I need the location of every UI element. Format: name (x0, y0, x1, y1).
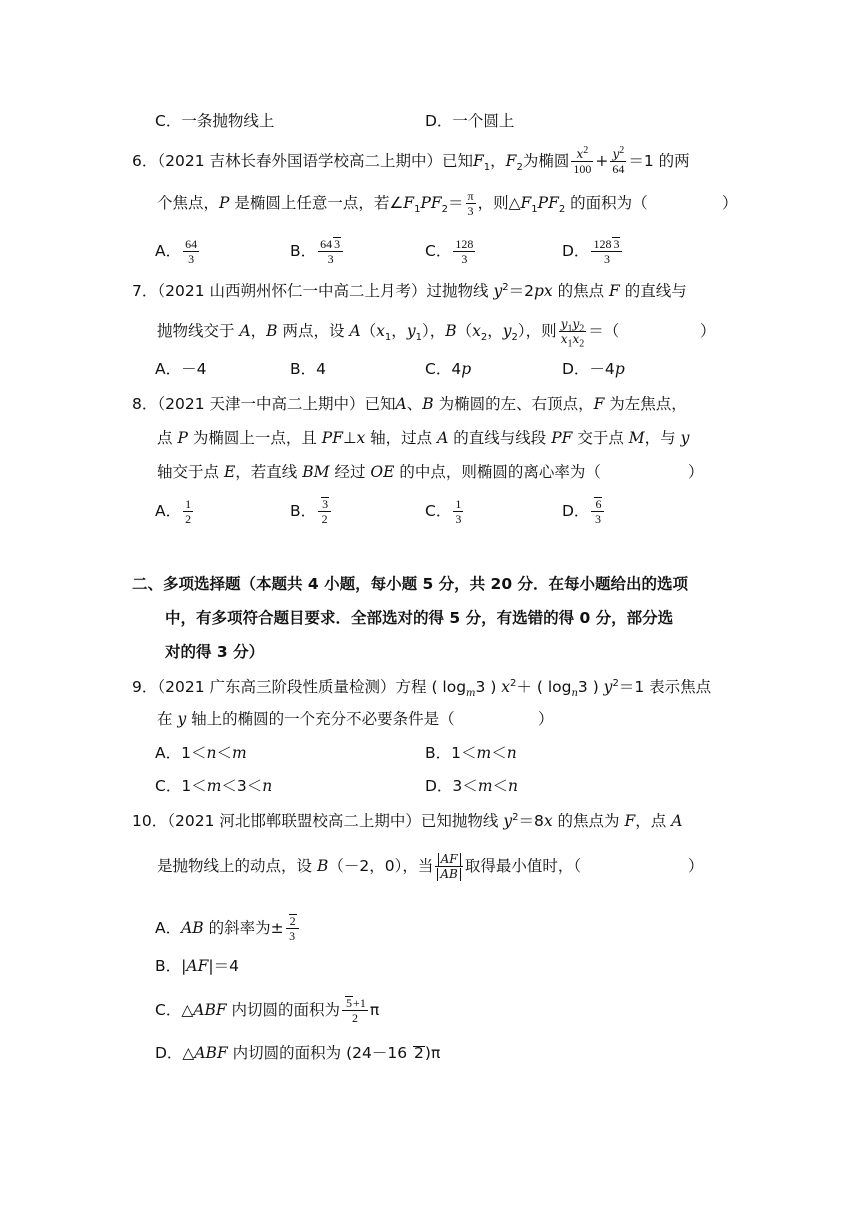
q6-source: （2021 吉林长春外国语学校高二上期中） (157, 152, 442, 170)
q6-option-b: B． $\frac{64 3}{3}$ (290, 234, 345, 268)
q9-close-paren: ） (538, 710, 554, 728)
q5-option-d: D．一个圆上 (425, 112, 515, 130)
section-2-heading-line-2: 中，有多项符合题目要求．全部选对的得 5 分，有选错的得 0 分，部分选 (165, 609, 674, 627)
q9-source: （2021 广东高三阶段性质量检测） (157, 678, 396, 696)
q10-option-a: A．AB 的斜率为± $\frac{2}{3}$ (155, 910, 301, 946)
question-8-line-3: 轴交于点 E，若直线 BM 经过 OE 的中点，则椭圆的离心率为（ (157, 463, 601, 481)
q8-option-c: C． $\frac{1}{3}$ (425, 497, 462, 526)
q7-close-paren: ） (700, 322, 716, 340)
question-7-line-2: 抛物线交于 A，B 两点，设 $A(x_1$，$y_1$），$B(x_2$，$y_2$），则 $\frac{y_1y_2}{x_1x_2}$ ＝（ (157, 317, 620, 350)
fraction-pi-3: $\frac{\pi}{3}$ (467, 189, 474, 218)
fraction-y2-64: $\frac{y^2}{64}$ (612, 145, 625, 176)
q9-number: 9． (132, 678, 158, 696)
q8-number: 8． (132, 395, 158, 413)
q7-option-d: D．－4p (562, 360, 625, 378)
fraction-x2-100: $\frac{x^2}{100}$ (573, 145, 592, 176)
question-8-line-1: 8．（2021 天津一中高二上期中）已知A、B 为椭圆的左、右顶点，F 为左焦点， (132, 395, 687, 413)
question-6-line-2: 个焦点，P 是椭圆上任意一点，若$\angle F_1PF_2=$ $\frac{\pi}{3}$ ，则$\triangle F_1PF_2$ 的面积为（ (157, 189, 648, 218)
question-10-line-2: 是抛物线上的动点，设 B（－2，0），当 $\frac{AF}{AB}$ 取得最小值时，（ (157, 852, 582, 881)
q8-option-d: D． $\frac{6}{3}$ (562, 494, 606, 528)
q7-number: 7． (132, 282, 158, 300)
q10-option-b: B．|AF|＝4 (155, 957, 239, 975)
fraction-abs-af-ab: $\frac{AF}{AB}$ (435, 852, 462, 881)
q7-option-b: B．4 (290, 360, 326, 378)
q10-source: （2021 河北邯郸联盟校高二上期中） (167, 812, 421, 830)
q9-option-b: B．1＜m＜n (425, 744, 517, 762)
q10-close-paren: ） (688, 857, 704, 875)
q9-option-c: C．1＜m＜3＜n (155, 777, 273, 795)
q8-option-a: A． $\frac{1}{2}$ (155, 497, 192, 526)
q9-option-d: D．3＜m＜n (425, 777, 519, 795)
q6-close-paren: ） (722, 194, 738, 212)
question-9-line-2: 在 y 轴上的椭圆的一个充分不必要条件是（ (157, 710, 455, 728)
q6-option-c: C． $\frac{128}{3}$ (425, 237, 474, 266)
question-10-line-1: 10．（2021 河北邯郸联盟校高二上期中）已知抛物线 $y^2=8x$ 的焦点为 F，点 A (132, 811, 683, 830)
q10-option-d: D．△ABF 内切圆的面积为 (24－16 2)π (155, 1044, 441, 1062)
q6-option-d: D． $\frac{128 3}{3}$ (562, 234, 624, 268)
section-2-heading-line-3: 对的得 3 分） (165, 643, 265, 661)
q5-option-c: C．一条抛物线上 (155, 112, 275, 130)
q10-option-c: C．△ABF 内切圆的面积为 $\frac{5+1}{2}$ π (155, 996, 380, 1025)
question-6-line-1: 6．（2021 吉林长春外国语学校高二上期中）已知$F_1$，$F_2$为椭圆 $\frac{x^2}{100}$ + $\frac{y^2}{64}$ ＝1 的两 (132, 145, 690, 176)
q7-option-c: C．4p (425, 360, 472, 378)
q6-option-a: A． $\frac{64}{3}$ (155, 237, 198, 266)
q8-option-b: B． $\frac{3}{2}$ (290, 494, 333, 528)
q9-option-a: A．1＜n＜m (155, 744, 247, 762)
section-2-heading-line-1: 二、多项选择题（本题共 4 小题，每小题 5 分，共 20 分．在每小题给出的选项 (132, 575, 689, 593)
q10-number: 10． (132, 812, 168, 830)
q8-source: （2021 天津一中高二上期中） (157, 395, 365, 413)
fraction-y1y2-x1x2: $\frac{y_1y_2}{x_1x_2}$ (560, 317, 585, 350)
q7-option-a: A．－4 (155, 360, 207, 378)
q7-source: （2021 山西朔州怀仁一中高二上月考） (157, 282, 427, 300)
question-9-line-1: 9．（2021 广东高三阶段性质量检测）方程 ( $\log_m3$ ) $x^2+$ ( $\log_n3$ ) $y^2=1$ 表示焦点 (132, 677, 712, 700)
question-7-line-1: 7．（2021 山西朔州怀仁一中高二上月考）过抛物线 $y^2=2px$ 的焦点 F 的直线与 (132, 281, 687, 300)
question-8-line-2: 点 P 为椭圆上一点，且 PF⊥x 轴，过点 A 的直线与线段 PF 交于点 M，与 y (157, 429, 690, 447)
q6-number: 6． (132, 152, 158, 170)
q8-close-paren: ） (688, 463, 704, 481)
